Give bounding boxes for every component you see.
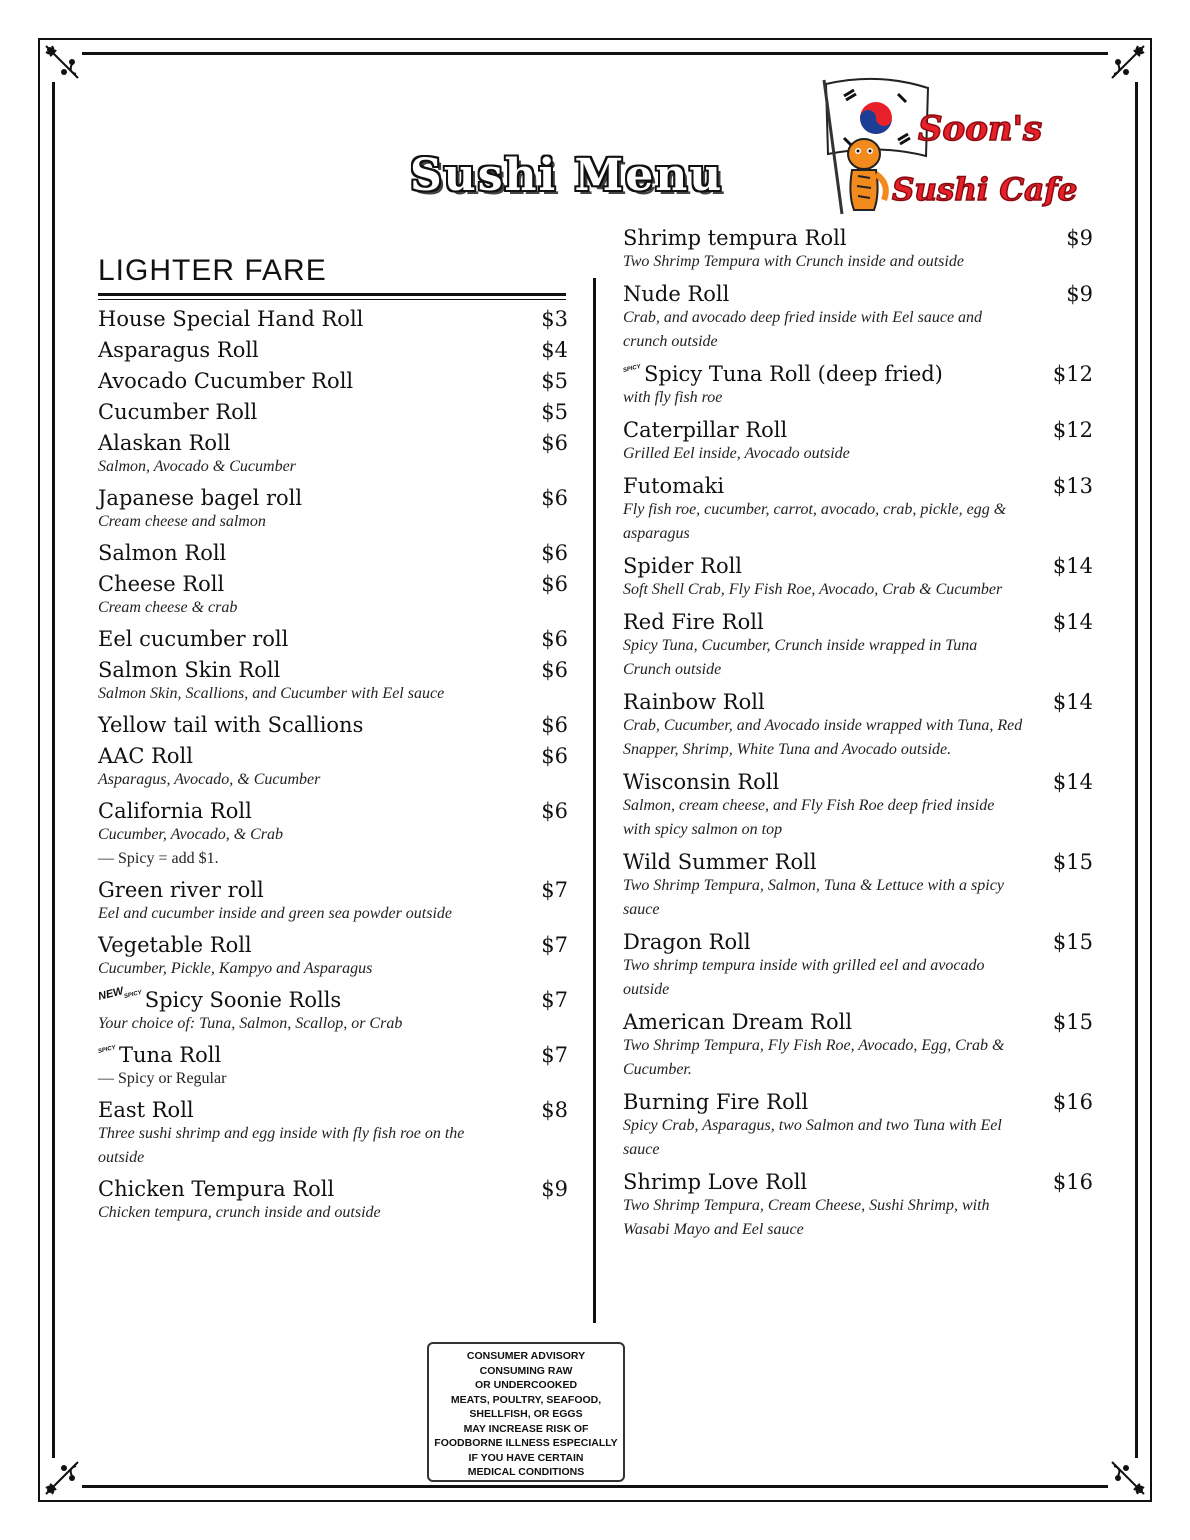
menu-item-price: $9 [541,1177,568,1201]
menu-item-title [98,933,252,957]
menu-item-title [623,418,787,442]
menu-item-title [98,713,363,737]
menu-item-name: Green river roll [98,878,264,902]
menu-item-title [98,486,302,510]
menu-item [98,713,568,737]
menu-item-price: $7 [541,1043,568,1067]
menu-item-name: Avocado Cucumber Roll [98,369,354,393]
menu-item-title [98,400,257,424]
menu-item [98,1177,568,1225]
section-heading: LIGHTER FARE [98,254,327,287]
advisory-line: MAY INCREASE RISK OF [463,1422,589,1435]
advisory-line: CONSUMING RAW [479,1364,573,1377]
menu-item-title [623,474,724,498]
menu-item-name: Futomaki [623,474,725,498]
menu-item-row [98,431,568,455]
menu-item-description: Cucumber, Avocado, & Crab [98,826,284,843]
menu-item-price: $6 [541,486,568,510]
menu-item-price: $5 [541,369,568,393]
menu-item-price: $6 [541,627,568,651]
menu-item-description: Grilled Eel inside, Avocado outside [623,445,850,462]
menu-item-title [98,369,353,393]
menu-item [98,744,568,792]
menu-item-title [623,770,779,794]
section-rule [98,293,566,296]
menu-item-note: — Spicy or Regular [98,1070,227,1087]
menu-item-row [623,362,1093,386]
menu-item-price: $6 [541,713,568,737]
menu-item-row [623,930,1093,954]
page-title: Sushi Menu [410,150,724,201]
menu-item-name: Caterpillar Roll [623,418,788,442]
new-badge: NEW [96,985,125,1003]
menu-item-name: Nude Roll [623,282,730,306]
menu-item-row [98,400,568,424]
menu-item-price: $6 [541,572,568,596]
menu-item-title [98,307,363,331]
menu-item-description: Two Shrimp Tempura, Fly Fish Roe, Avocado, Egg, Crab & Cucumber. [623,1037,1005,1078]
menu-item-description: Eel and cucumber inside and green sea powder outside [98,905,453,922]
menu-item-title [623,610,764,634]
menu-item-price: $6 [541,658,568,682]
menu-item-price: $15 [1052,850,1093,874]
menu-item-title [96,985,342,1012]
menu-item-price: $12 [1052,418,1093,442]
menu-item-name: Chicken Tempura Roll [98,1177,335,1201]
menu-item [98,400,568,424]
menu-item-row [98,799,568,823]
menu-item-price: $9 [1066,226,1093,250]
menu-item-description: Your choice of: Tuna, Salmon, Scallop, or Crab [98,1015,403,1032]
menu-item-name: Wild Summer Roll [623,850,817,874]
menu-item-name: Shrimp tempura Roll [623,226,847,250]
menu-item [98,933,568,981]
menu-item [98,572,568,620]
menu-item [98,627,568,651]
menu-item-name: California Roll [98,799,252,823]
menu-item-price: $7 [541,878,568,902]
menu-item-row [623,1090,1093,1114]
menu-item-row [98,713,568,737]
menu-item-description: Crab, Cucumber, and Avocado inside wrapped with Tuna, Red Snapper, Shrimp, White Tuna and Avocado outside. [623,717,1023,758]
menu-item-price: $7 [541,988,568,1012]
menu-item-title [98,572,224,596]
menu-item-row [98,486,568,510]
menu-item-price: $15 [1052,1010,1093,1034]
menu-item-row [623,770,1093,794]
menu-item-description: Salmon, Avocado & Cucumber [98,458,296,475]
menu-item-title [98,541,226,565]
menu-item-description: Cream cheese & crab [98,599,238,616]
menu-item-description: Spicy Tuna, Cucumber, Crunch inside wrapped in Tuna Crunch outside [623,637,978,678]
menu-item [98,431,568,479]
menu-item-name: House Special Hand Roll [98,307,364,331]
menu-item-row [98,369,568,393]
menu-item-row [98,338,568,362]
floral-ornament-icon [1108,1458,1148,1498]
left-menu-column [98,307,568,1232]
menu-item-row [623,850,1093,874]
menu-item [96,985,568,1036]
menu-item-row [98,1098,568,1122]
menu-item-row [98,744,568,768]
menu-item [623,690,1093,762]
menu-item-description: Spicy Crab, Asparagus, two Salmon and two Tuna with Eel sauce [623,1117,1002,1158]
menu-item-row [98,878,568,902]
menu-item-name: Eel cucumber roll [98,627,289,651]
menu-item-description: Cucumber, Pickle, Kampyo and Asparagus [98,960,373,977]
menu-item-name: Spider Roll [623,554,743,578]
menu-item-name: Cucumber Roll [98,400,258,424]
menu-item [98,878,568,926]
menu-item-title [623,282,729,306]
menu-item-name: American Dream Roll [623,1010,853,1034]
logo-text-line1: Soon's [918,109,1043,149]
menu-item-name: Shrimp Love Roll [623,1170,808,1194]
menu-item [623,1170,1093,1242]
menu-item-title [623,1090,808,1114]
menu-item-title [98,744,193,768]
menu-item-name: Asparagus Roll [98,338,259,362]
menu-item-row [98,307,568,331]
menu-item-price: $7 [541,933,568,957]
menu-item-title [623,850,817,874]
menu-item-price: $14 [1052,690,1093,714]
menu-item-name: Dragon Roll [623,930,751,954]
advisory-line: MEDICAL CONDITIONS [467,1466,585,1478]
menu-item-price: $3 [541,307,568,331]
menu-item-description: Three sushi shrimp and egg inside with fly fish roe on the outside [98,1125,465,1166]
right-menu-column [623,226,1093,1250]
floral-ornament-icon [1108,42,1148,82]
menu-item-description: Crab, and avocado deep fried inside with Eel sauce and crunch outside [623,309,983,350]
section-rule [98,299,566,300]
spicy-badge: SPICY [123,989,143,1001]
menu-item-name: Spicy Soonie Rolls [144,988,342,1012]
menu-item-price: $8 [541,1098,568,1122]
menu-item-description: Two shrimp tempura inside with grilled eel and avocado outside [623,957,985,998]
advisory-line: OR UNDERCOOKED [474,1379,578,1391]
menu-item-title [98,1177,334,1201]
menu-item-name: Salmon Skin Roll [98,658,281,682]
menu-item-title [623,226,847,250]
menu-item-name: AAC Roll [98,744,193,768]
menu-item-description: Soft Shell Crab, Fly Fish Roe, Avocado, Crab & Cucumber [623,581,1003,598]
menu-item-row [98,572,568,596]
menu-item-title [98,627,288,651]
consumer-advisory-box [427,1342,625,1482]
menu-item [98,658,568,706]
menu-item-price: $13 [1052,474,1093,498]
menu-item-name: Wisconsin Roll [623,770,780,794]
logo-text-line2: Sushi Cafe [892,172,1078,208]
menu-item [623,554,1093,602]
advisory-line: MEATS, POULTRY, SEAFOOD, [450,1393,602,1406]
menu-item-price: $16 [1052,1090,1093,1114]
menu-item [623,418,1093,466]
menu-item-price: $6 [541,744,568,768]
menu-item [98,1098,568,1170]
restaurant-logo [818,74,1078,224]
menu-item-price: $6 [541,541,568,565]
menu-item-price: $9 [1066,282,1093,306]
menu-item [623,282,1093,354]
floral-ornament-icon [42,42,82,82]
menu-item-name: Rainbow Roll [623,690,765,714]
menu-item [623,1090,1093,1162]
menu-item-description: with fly fish roe [623,389,723,406]
menu-item-title [98,431,231,455]
menu-item-name: Vegetable Roll [98,933,252,957]
menu-item-price: $6 [541,799,568,823]
menu-item-name: Burning Fire Roll [623,1090,809,1114]
menu-item-title [623,554,742,578]
menu-item-price: $5 [541,400,568,424]
menu-item-note: — Spicy = add $1. [98,850,219,867]
menu-item-title [98,799,252,823]
menu-item-title [623,690,765,714]
menu-item-name: Red Fire Roll [623,610,764,634]
menu-item-description: Two Shrimp Tempura, Salmon, Tuna & Lettuce with a spicy sauce [623,877,1004,918]
menu-item-row [623,610,1093,634]
menu-item-row [98,1177,568,1201]
menu-item [98,799,568,871]
menu-item-name: Japanese bagel roll [98,486,303,510]
advisory-line: FOODBORNE ILLNESS ESPECIALLY [434,1437,618,1449]
menu-item [623,362,1093,410]
menu-item-price: $12 [1052,362,1093,386]
menu-item-row [98,933,568,957]
menu-item-row [623,418,1093,442]
menu-item-name: Salmon Roll [98,541,227,565]
menu-item-row [98,541,568,565]
menu-item-price: $14 [1052,770,1093,794]
menu-item-title [98,1043,221,1067]
menu-item-name: Alaskan Roll [98,431,231,455]
menu-item-row [623,282,1093,306]
floral-ornament-icon [42,1458,82,1498]
menu-item-name: Spicy Tuna Roll (deep fried) [644,362,943,386]
menu-item-price: $6 [541,431,568,455]
menu-item-name: Cheese Roll [98,572,225,596]
menu-item-description: Fly fish roe, cucumber, carrot, avocado, crab, pickle, egg & asparagus [623,501,1007,542]
menu-item-row [623,554,1093,578]
menu-item-description: Two Shrimp Tempura with Crunch inside and outside [623,253,964,270]
column-divider [593,278,596,1323]
menu-item [98,486,568,534]
menu-item-price: $14 [1052,610,1093,634]
menu-item-description: Chicken tempura, crunch inside and outside [98,1204,381,1221]
menu-item-row [623,1010,1093,1034]
menu-item-row [98,658,568,682]
advisory-line: SHELLFISH, OR EGGS [469,1408,583,1420]
menu-item-row [623,1170,1093,1194]
spicy-badge: SPICY [97,1044,117,1056]
menu-item-title [623,362,943,386]
menu-item-title [623,1170,807,1194]
menu-item-description: Cream cheese and salmon [98,513,266,530]
menu-item-price: $15 [1052,930,1093,954]
menu-item [98,1043,568,1091]
menu-item [623,850,1093,922]
spicy-badge: SPICY [622,363,642,375]
menu-item-name: Yellow tail with Scallions [98,713,364,737]
menu-item-price: $14 [1052,554,1093,578]
menu-item-name: Tuna Roll [119,1043,222,1067]
menu-item-price: $4 [541,338,568,362]
menu-item-row [623,226,1093,250]
menu-item-description: Asparagus, Avocado, & Cucumber [98,771,321,788]
menu-item [623,610,1093,682]
menu-item-description: Salmon Skin, Scallions, and Cucumber with Eel sauce [98,685,445,702]
menu-item-title [623,1010,852,1034]
menu-item [98,307,568,331]
menu-item-title [623,930,751,954]
menu-item-row [96,985,568,1012]
menu-item [623,1010,1093,1082]
menu-item [623,930,1093,1002]
menu-item [98,369,568,393]
menu-item-row [98,1043,568,1067]
menu-item [623,474,1093,546]
menu-item-title [98,658,280,682]
menu-item-title [98,878,264,902]
menu-item-name: East Roll [98,1098,194,1122]
menu-item [623,226,1093,274]
menu-item-row [98,627,568,651]
menu-item-title [98,1098,194,1122]
advisory-line: IF YOU HAVE CERTAIN [468,1451,584,1464]
menu-item [98,541,568,565]
menu-item-row [623,474,1093,498]
advisory-line: CONSUMER ADVISORY [466,1350,586,1362]
menu-item-price: $16 [1052,1170,1093,1194]
menu-item-row [623,690,1093,714]
menu-item-description: Salmon, cream cheese, and Fly Fish Roe deep fried inside with spicy salmon on top [623,797,995,838]
menu-item [98,338,568,362]
menu-item [623,770,1093,842]
menu-item-description: Two Shrimp Tempura, Cream Cheese, Sushi Shrimp, with Wasabi Mayo and Eel sauce [623,1197,990,1238]
menu-item-title [98,338,259,362]
